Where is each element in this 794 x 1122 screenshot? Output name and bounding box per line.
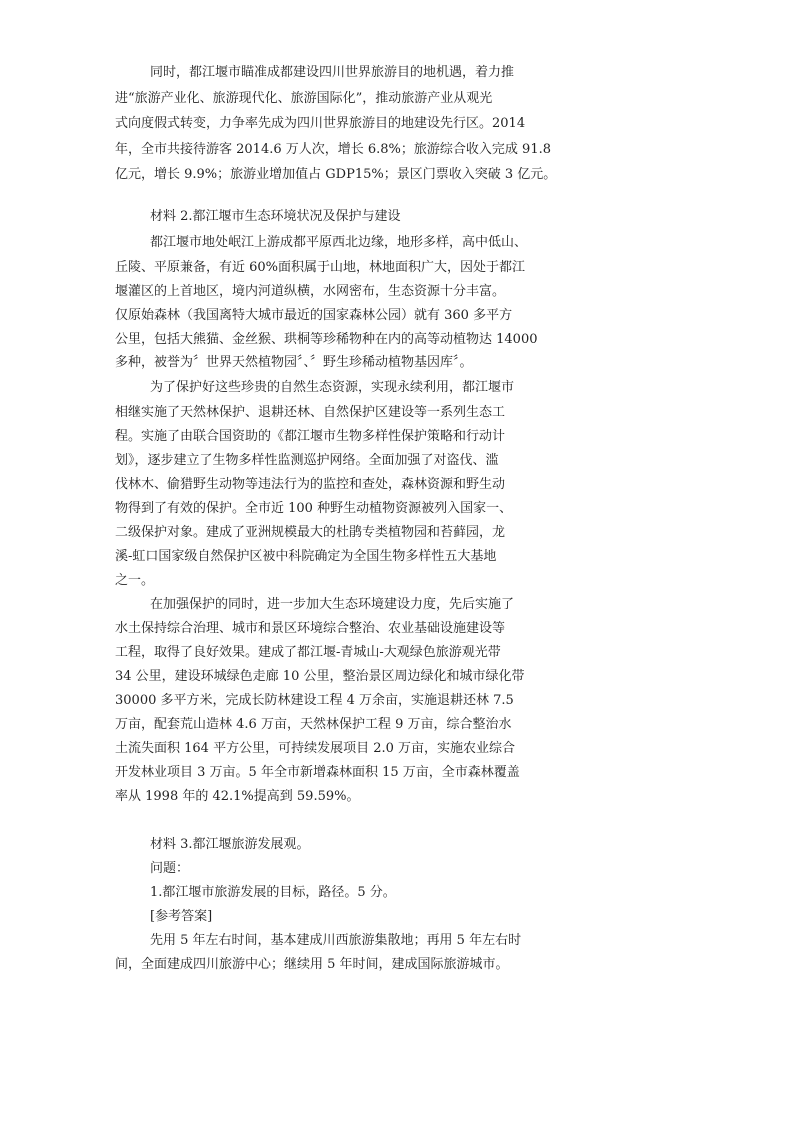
- material2-paragraph-a-line: 公里，包括大熊猫、金丝猴、珙桐等珍稀物种在内的高等动植物达 14000: [115, 332, 538, 347]
- answer-line: 先用 5 年左右时间，基本建成川西旅游集散地；再用 5 年左右时: [150, 933, 522, 948]
- paragraph1-line: 同时，都江堰市瞄准成都建设四川世界旅游目的地机遇，着力推: [150, 65, 515, 80]
- material2-paragraph-c-line: 34 公里，建设环城绿色走廊 10 公里，整治景区周边绿化和城市绿化带: [115, 669, 525, 684]
- material2-paragraph-a-line: 堰灌区的上首地区，境内河道纵横，水网密布，生态资源十分丰富。: [115, 284, 506, 299]
- paragraph1-line: 年，全市共接待游客 2014.6 万人次，增长 6.8%；旅游综合收入完成 91.8: [115, 142, 551, 157]
- material2-paragraph-b-line: 二级保护对象。建成了亚洲规模最大的杜鹃专类植物园和苔藓园，龙: [115, 525, 506, 540]
- material2-paragraph-b-line: 之一。: [115, 573, 155, 588]
- paragraph1-line: 亿元，增长 9.9%；旅游业增加值占 GDP15%；景区门票收入突破 3 亿元。: [115, 167, 557, 182]
- material2-paragraph-b-line: 物得到了有效的保护。全市近 100 种野生动植物资源被列入国家一、: [115, 501, 513, 516]
- material2-paragraph-c-line: 水土保持综合治理、城市和景区环境综合整治、农业基础设施建设等: [115, 621, 506, 636]
- answer-line: 间，全面建成四川旅游中心；继续用 5 年时间，建成国际旅游城市。: [115, 957, 509, 972]
- material2-paragraph-b-line: 相继实施了天然林保护、退耕还林、自然保护区建设等一系列生态工: [115, 405, 506, 420]
- paragraph1-line: 式向度假式转变，力争率先成为四川世界旅游目的地建设先行区。2014: [115, 116, 526, 131]
- material2-paragraph-b-line: 为了保护好这些珍贵的自然生态资源，实现永续利用，都江堰市: [150, 380, 515, 395]
- material2-paragraph-c-line: 土流失面积 164 平方公里，可持续发展项目 2.0 万亩，实施农业综合: [115, 741, 516, 756]
- question-label: 问题：: [150, 861, 190, 876]
- material3-heading: 材料 3.都江堰旅游发展观。: [150, 837, 310, 852]
- material2-paragraph-c-line: 开发林业项目 3 万亩。5 年全市新增森林面积 15 万亩，全市森林覆盖: [115, 765, 520, 780]
- material2-paragraph-b-line: 程。实施了由联合国资助的《都江堰市生物多样性保护策略和行动计: [115, 429, 506, 444]
- material2-heading: 材料 2.都江堰市生态环境状况及保护与建设: [150, 209, 401, 224]
- question-text: 1.都江堰市旅游发展的目标，路径。5 分。: [150, 885, 396, 900]
- material2-paragraph-b-line: 划》，逐步建立了生物多样性监测巡护网络。全面加强了对盗伐、滥: [115, 453, 499, 468]
- material2-paragraph-b-line: 伐林木、偷猎野生动物等违法行为的监控和查处，森林资源和野生动: [115, 477, 506, 492]
- material2-paragraph-b-line: 溪-虹口国家级自然保护区被中科院确定为全国生物多样性五大基地: [115, 549, 497, 564]
- paragraph1-line: 进“旅游产业化、旅游现代化、旅游国际化”，推动旅游产业从观光: [115, 91, 493, 106]
- material2-paragraph-c-line: 万亩，配套荒山造林 4.6 万亩，天然林保护工程 9 万亩，综合整治水: [115, 717, 512, 732]
- material2-paragraph-c-line: 30000 多平方米，完成长防林建设工程 4 万余亩，实施退耕还林 7.5: [115, 693, 514, 708]
- material2-paragraph-c-line: 率从 1998 年的 42.1%提高到 59.59%。: [115, 789, 360, 804]
- material2-paragraph-a-line: 多种，被誉为〞世界天然植物园〞、〞野生珍稀动植物基因库〞。: [115, 355, 473, 370]
- material2-paragraph-a-line: 仅原始森林（我国离特大城市最近的国家森林公园）就有 360 多平方: [115, 308, 513, 323]
- material2-paragraph-c-line: 工程，取得了良好效果。建成了都江堰-青城山-大观绿色旅游观光带: [115, 645, 501, 660]
- answer-label: [参考答案]: [150, 909, 213, 924]
- material2-paragraph-a-line: 丘陵、平原兼备，有近 60%面积属于山地，林地面积广大，因处于都江: [115, 260, 526, 275]
- material2-paragraph-a-line: 都江堰市地处岷江上游成都平原西北边缘，地形多样，高中低山、: [150, 235, 528, 250]
- material2-paragraph-c-line: 在加强保护的同时，进一步加大生态环境建设力度，先后实施了: [150, 597, 515, 612]
